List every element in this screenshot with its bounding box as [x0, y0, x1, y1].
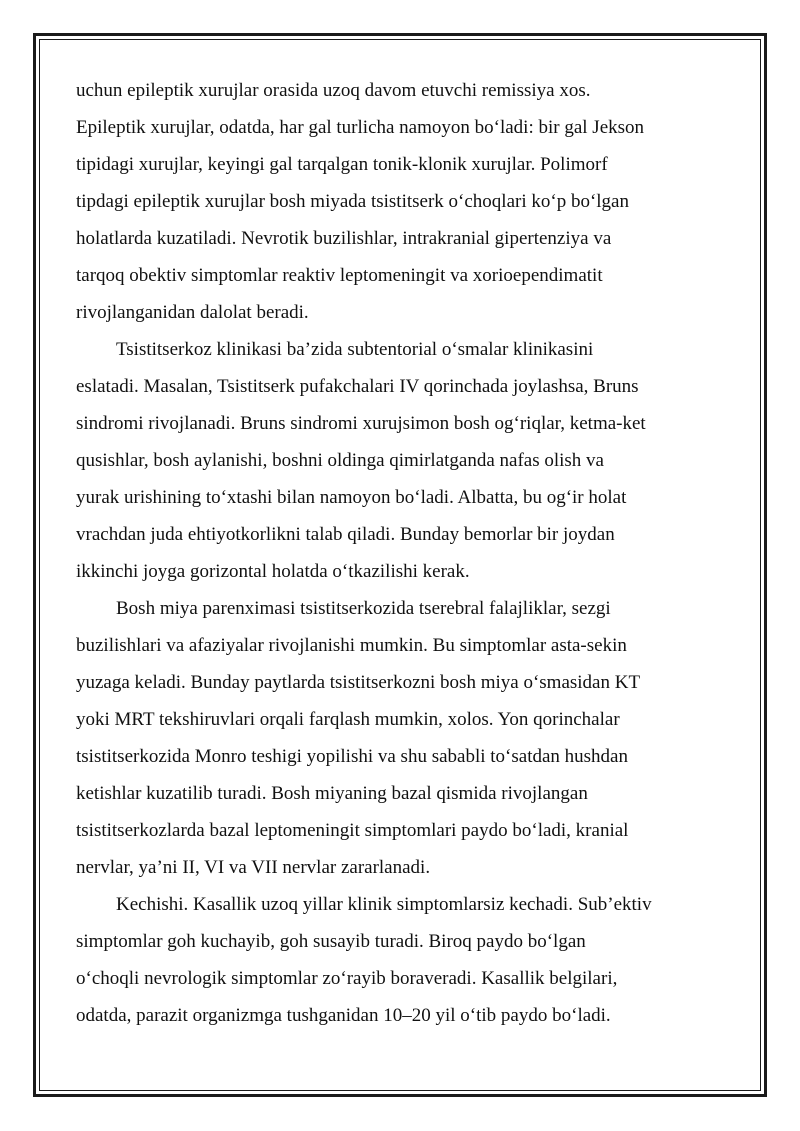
text-line: simptomlar goh kuchayib, goh susayib turadi. Biroq paydo bo‘lgan	[76, 931, 586, 952]
text-line: Tsistitserkoz klinikasi ba’zida subtentorial o‘smalar klinikasini	[116, 339, 594, 360]
text-line: ikkinchi joyga gorizontal holatda o‘tkazilishi kerak.	[76, 561, 470, 582]
paragraph	[76, 886, 726, 1034]
text-line: yurak urishining to‘xtashi bilan namoyon bo‘ladi. Albatta, bu og‘ir holat	[76, 487, 627, 508]
paragraph	[76, 590, 726, 886]
text-line: Bosh miya parenximasi tsistitserkozida tserebral falajliklar, sezgi	[116, 598, 611, 619]
document-body	[76, 72, 726, 1034]
text-line: tarqoq obektiv simptomlar reaktiv leptomeningit va xorioependimatit	[76, 265, 603, 286]
text-line: buzilishlari va afaziyalar rivojlanishi mumkin. Bu simptomlar asta-sekin	[76, 635, 627, 656]
paragraph	[76, 72, 726, 331]
text-line: tipidagi xurujlar, keyingi gal tarqalgan tonik-klonik xurujlar. Polimorf	[76, 154, 608, 175]
text-line: eslatadi. Masalan, Tsistitserk pufakchalari IV qorinchada joylashsa, Bruns	[76, 376, 639, 397]
text-line: yuzaga keladi. Bunday paytlarda tsistitserkozni bosh miya o‘smasidan KT	[76, 672, 641, 693]
paragraph	[76, 331, 726, 590]
text-line: tipdagi epileptik xurujlar bosh miyada tsistitserk o‘choqlari ko‘p bo‘lgan	[76, 191, 629, 212]
text-line: nervlar, ya’ni II, VI va VII nervlar zararlanadi.	[76, 857, 431, 878]
text-line: sindromi rivojlanadi. Bruns sindromi xurujsimon bosh og‘riqlar, ketma-ket	[76, 413, 646, 434]
text-line: holatlarda kuzatiladi. Nevrotik buzilishlar, intrakranial gipertenziya va	[76, 228, 612, 249]
text-line: Epileptik xurujlar, odatda, har gal turlicha namoyon bo‘ladi: bir gal Jekson	[76, 117, 645, 138]
text-line: qusishlar, bosh aylanishi, boshni oldinga qimirlatganda nafas olish va	[76, 450, 604, 471]
text-line: uchun epileptik xurujlar orasida uzoq davom etuvchi remissiya xos.	[76, 80, 591, 101]
text-line: tsistitserkozida Monro teshigi yopilishi va shu sababli to‘satdan hushdan	[76, 746, 628, 767]
text-line: yoki MRT tekshiruvlari orqali farqlash mumkin, xolos. Yon qorinchalar	[76, 709, 620, 730]
text-line: Kechishi. Kasallik uzoq yillar klinik simptomlarsiz kechadi. Sub’ektiv	[116, 894, 652, 915]
text-line: rivojlanganidan dalolat beradi.	[76, 302, 309, 323]
text-line: odatda, parazit organizmga tushganidan 10–20 yil o‘tib paydo bo‘ladi.	[76, 1005, 611, 1026]
text-line: o‘choqli nevrologik simptomlar zo‘rayib boraveradi. Kasallik belgilari,	[76, 968, 618, 989]
text-line: vrachdan juda ehtiyotkorlikni talab qiladi. Bunday bemorlar bir joydan	[76, 524, 615, 545]
text-line: ketishlar kuzatilib turadi. Bosh miyaning bazal qismida rivojlangan	[76, 783, 588, 804]
text-line: tsistitserkozlarda bazal leptomeningit simptomlari paydo bo‘ladi, kranial	[76, 820, 629, 841]
